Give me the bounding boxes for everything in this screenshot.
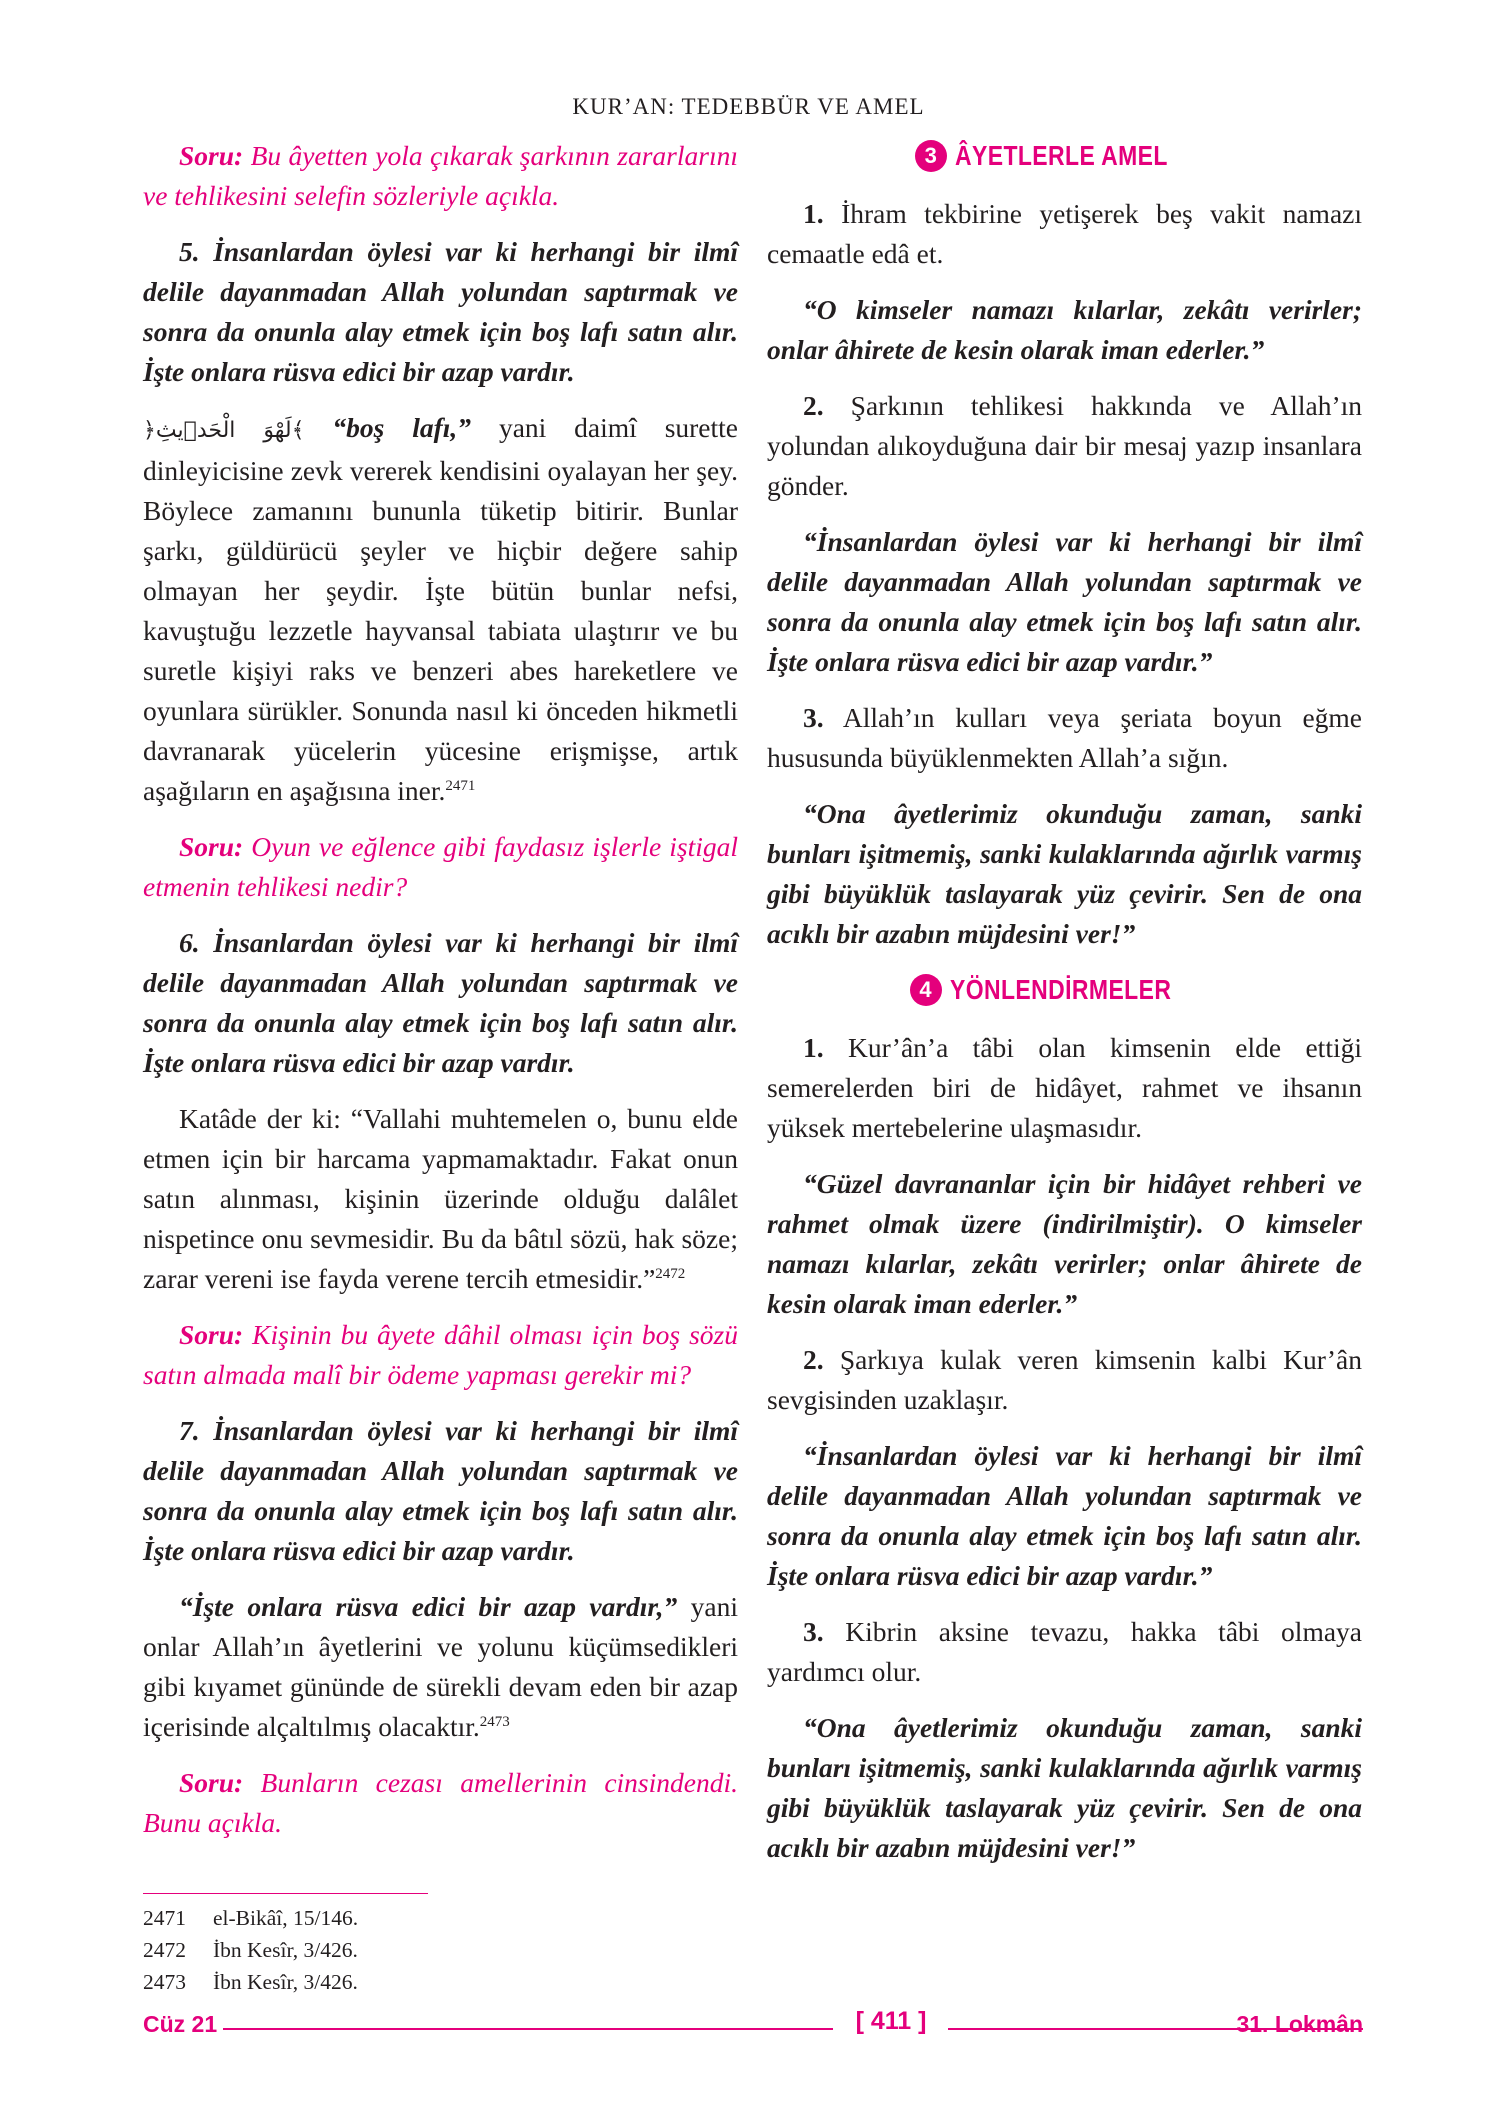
section-heading-3 [767,136,1362,176]
commentary-1 [143,408,738,811]
item-number: 1. [803,1032,824,1063]
commentary-3 [143,1587,738,1747]
surah-label: 31. Lokmân [1236,2011,1363,2037]
commentary-text: yani daimî surette dinleyicisine zevk vererek kendisini oyalayan her şey. Böylece zamanını bununla tüketip bitirir. Bunlar şarkı, güldürücü şeyler ve hiçbir değere sahip olmayan her şeydir. İşte bütün bunlar nefsi, kavuştuğu lezzetle hayvansal tabiata ulaştırır ve bu suretle kişiyi raks ve benzeri abes hareketlere ve oyunlara sürükler. Sonunda nasıl ki önceden hikmetli davranarak yücelerin yücesine erişmişse, artık aşağıların en aşağısına iner. [143,412,738,806]
footnote-number: 2473 [143,1970,186,1994]
question-2 [143,827,738,907]
section-title: ÂYETLERLE AMEL [954,140,1168,171]
guidance-ayah-3: “Ona âyetlerimiz okunduğu zaman, sanki bunları işitmemiş, sanki kulaklarında ağırlık varmış gibi büyüklük taslayarak yüz çevirir. Sen de ona acıklı bir azabın müjdesini ver!” [767,1712,1362,1863]
footnote [143,1934,358,1966]
item-number: 2. [803,1344,824,1375]
arabic-phrase: ﴿لَهْوَ الْحَد۪يثِ﴾ [143,418,305,443]
guidance-item-2 [767,1340,1362,1420]
amel-ayah-1: “O kimseler namazı kılarlar, zekâtı verirler; onlar âhirete de kesin olarak iman ederler.” [767,294,1362,365]
juz-label: Cüz 21 [143,2011,218,2037]
guidance-item-3 [767,1612,1362,1692]
amel-ayah-2: “İnsanlardan öylesi var ki herhangi bir ilmî delile dayanmadan Allah yolundan saptırmak ve sonra da onunla alay etmek için boş lafı satın alır. İşte onlara rüsva edici bir azap vardır.” [767,526,1362,677]
ayah-number: 5. [179,236,200,267]
ayah-text: İnsanlardan öylesi var ki herhangi bir ilmî delile dayanmadan Allah yolundan saptırmak ve sonra da onunla alay etmek için boş lafı satın alır. İşte onlara rüsva edici bir azap vardır. [143,236,738,387]
item-text: Şarkıya kulak veren kimsenin kalbi Kur’ân sevgisinden uzaklaşır. [767,1344,1362,1415]
question-4 [143,1763,738,1843]
question-text: Oyun ve eğlence gibi faydasız işlerle iştigal etmenin tehlikesi nedir? [143,831,738,902]
page-number: [ 411 ] [855,2007,927,2035]
commentary-2 [143,1099,738,1299]
item-number: 1. [803,198,824,229]
section-heading-4 [767,970,1362,1010]
question-text: Kişinin bu âyete dâhil olması için boş sözü satın almada malî bir ödeme yapması gerekir mi? [143,1319,738,1390]
footnote-number: 2471 [143,1906,186,1930]
item-text: İhram tekbirine yetişerek beş vakit namazı cemaatle edâ et. [767,198,1362,269]
question-label: Soru: [179,140,244,171]
question-label: Soru: [179,1767,244,1798]
ayah-number: 7. [179,1415,200,1446]
commentary-text: yani onlar Allah’ın âyetlerini ve yolunu küçümsedikleri gibi kıyamet gününde de sürekli devam eden bir azap içerisinde alçaltılmış olacaktır. [143,1591,738,1742]
item-number: 3. [803,702,824,733]
item-text: Kibrin aksine tevazu, hakka tâbi olmaya yardımcı olur. [767,1616,1362,1687]
footnote-ref: 2472 [655,1265,686,1282]
item-text: Allah’ın kulları veya şeriata boyun eğme hususunda büyüklenmekten Allah’a sığın. [767,702,1362,773]
running-head: KUR’AN: TEDEBBÜR VE AMEL [572,94,925,119]
ayah-number: 6. [179,927,200,958]
item-text: Kur’ân’a tâbi olan kimsenin elde ettiği semerelerden biri de hidâyet, rahmet ve ihsanın yüksek mertebelerine ulaşmasıdır. [767,1032,1362,1143]
question-text: Bu âyetten yola çıkarak şarkının zararlarını ve tehlikesini selefin sözleriyle açıkla. [143,140,738,211]
question-1 [143,136,738,216]
ayah-text: İnsanlardan öylesi var ki herhangi bir ilmî delile dayanmadan Allah yolundan saptırmak ve sonra da onunla alay etmek için boş lafı satın alır. İşte onlara rüsva edici bir azap vardır. [143,1415,738,1566]
quoted-phrase: “boş lafı,” [304,412,472,443]
footnote-ref: 2473 [479,1713,510,1730]
section-title: YÖNLENDİRMELER [949,974,1171,1005]
amel-item-1 [767,194,1362,274]
guidance-item-1 [767,1028,1362,1148]
item-number: 2. [803,390,824,421]
amel-ayah-3: “Ona âyetlerimiz okunduğu zaman, sanki bunları işitmemiş, sanki kulaklarında ağırlık varmış gibi büyüklük taslayarak yüz çevirir. Sen de ona acıklı bir azabın müjdesini ver!” [767,798,1362,949]
commentary-text: Katâde der ki: “Vallahi muhtemelen o, bunu elde etmen için bir harcama yapmamaktadır. Fakat onun satın alınması, kişinin üzerinde olduğu dalâlet nispetince onu sevmesidir. Bu da bâtıl sözü, hak söze; zarar vereni ise fayda verene tercih etmesidir.” [143,1103,738,1294]
guidance-ayah-2: “İnsanlardan öylesi var ki herhangi bir ilmî delile dayanmadan Allah yolundan saptırmak ve sonra da onunla alay etmek için boş lafı satın alır. İşte onlara rüsva edici bir azap vardır.” [767,1440,1362,1591]
ayah-7 [143,1411,738,1571]
footnote-divider [143,1893,428,1894]
amel-item-3 [767,698,1362,778]
page-footer [143,2005,1363,2045]
footnote [143,1902,358,1934]
footnote-text: el-Bikâî, 15/146. [213,1906,359,1930]
section-number-badge: 4 [910,974,942,1006]
question-3 [143,1315,738,1395]
footnote-ref: 2471 [445,777,476,794]
quoted-phrase: “İşte onlara rüsva edici bir azap vardır,” [179,1591,678,1622]
question-text: Bunların cezası amellerinin cinsindendi. Bunu açıkla. [143,1767,738,1838]
ayah-6 [143,923,738,1083]
guidance-ayah-1: “Güzel davrananlar için bir hidâyet rehberi ve rahmet olmak üzere (indirilmiştir). O kimseler namazı kılarlar, zekâtı verirler; onlar âhirete de kesin olarak iman ederler.” [767,1168,1362,1319]
footnotes [143,1902,358,1998]
left-column [143,136,738,1859]
footnote-text: İbn Kesîr, 3/426. [213,1938,358,1962]
ayah-5 [143,232,738,392]
footnote-text: İbn Kesîr, 3/426. [213,1970,358,1994]
ayah-text: İnsanlardan öylesi var ki herhangi bir ilmî delile dayanmadan Allah yolundan saptırmak ve sonra da onunla alay etmek için boş lafı satın alır. İşte onlara rüsva edici bir azap vardır. [143,927,738,1078]
item-text: Şarkının tehlikesi hakkında ve Allah’ın yolundan alıkoyduğuna dair bir mesaj yazıp insanlara gönder. [767,390,1362,501]
right-column [767,136,1362,1884]
question-label: Soru: [179,831,244,862]
footer-rule-left [223,2028,833,2030]
footnote [143,1966,358,1998]
question-label: Soru: [179,1319,244,1350]
footnote-number: 2472 [143,1938,186,1962]
item-number: 3. [803,1616,824,1647]
amel-item-2 [767,386,1362,506]
section-number-badge: 3 [915,140,947,172]
